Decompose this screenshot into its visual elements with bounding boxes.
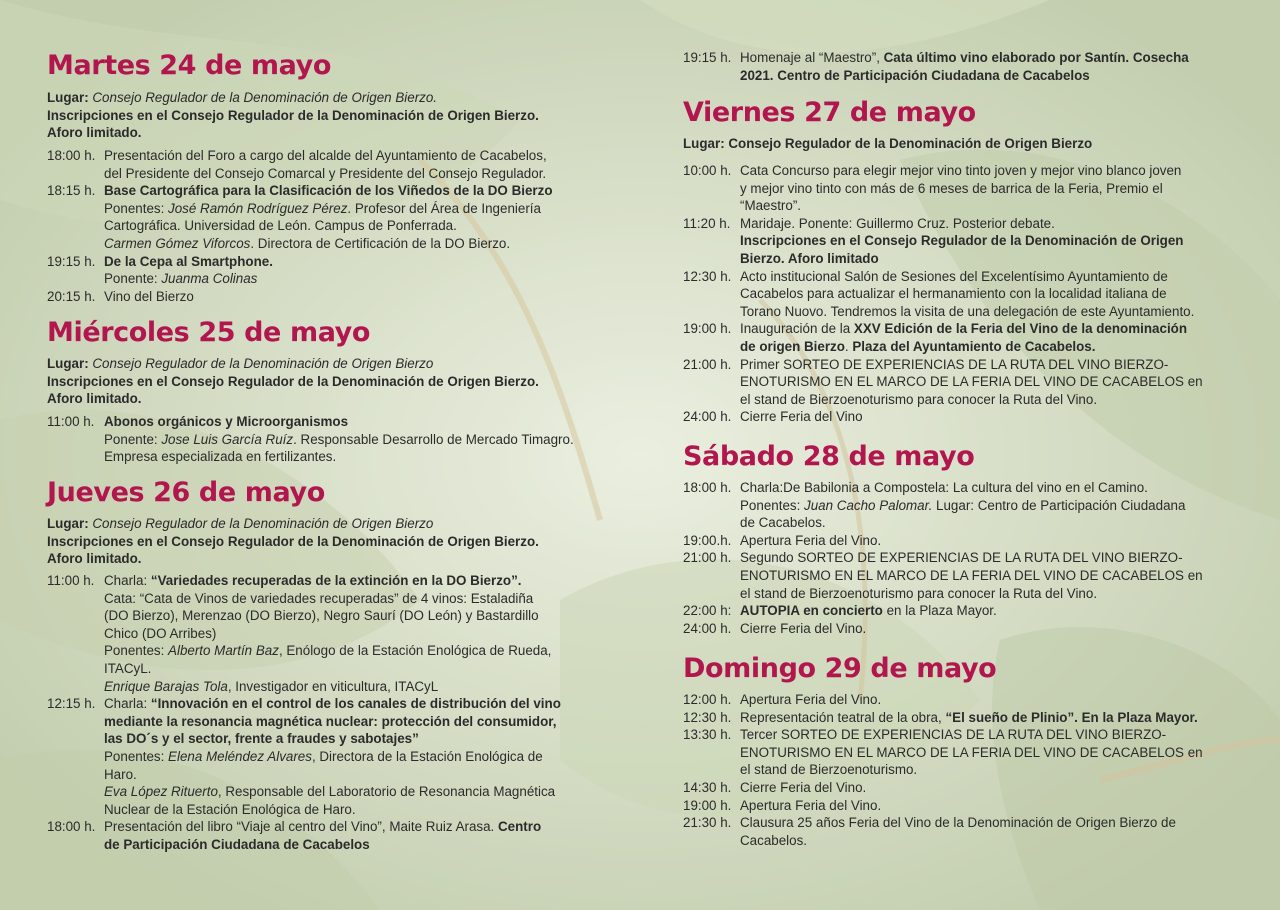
- event-time: 18:00 h.: [683, 480, 732, 495]
- event-text: ENOTURISMO EN EL MARCO DE LA FERIA DEL VINO DE CACABELOS en: [740, 744, 1203, 760]
- speaker-label: Ponente:: [104, 271, 162, 287]
- inscription-note: Inscripciones en el Consejo Regulador de la Denominación de Origen Bierzo.: [47, 107, 539, 123]
- lugar-value: Consejo Regulador de la Denominación de Origen Bierzo: [92, 516, 434, 531]
- event-title: AUTOPIA en concierto: [740, 603, 883, 619]
- event-time: 19:00 h.: [683, 797, 732, 813]
- event-text: Cacabelos.: [740, 832, 807, 848]
- event: [683, 356, 1239, 409]
- day-heading-martes: Martes 24 de mayo: [47, 50, 331, 81]
- event-title: mediante la resonancia magnética nuclear: protección del consumidor,: [104, 713, 557, 729]
- event-time: 13:30 h.: [683, 727, 732, 743]
- capacity-note: Aforo limitado.: [47, 125, 142, 141]
- event-text: Segundo SORTEO DE EXPERIENCIAS DE LA RUTA DEL VINO BIERZO-: [740, 550, 1183, 566]
- event-text: Inauguración de la: [740, 321, 854, 337]
- speaker-label: Ponentes:: [104, 200, 169, 216]
- event: [683, 408, 1239, 426]
- event: [47, 147, 603, 182]
- event-title: De la Cepa al Smartphone.: [104, 253, 273, 269]
- event: [683, 268, 1239, 321]
- speaker-name: Enrique Barajas Tola: [104, 678, 228, 694]
- event-text: Cierre Feria del Vino: [740, 409, 863, 425]
- event-prefix: Charla:: [104, 696, 151, 712]
- miercoles-events: [47, 413, 603, 466]
- event-text: (DO Bierzo), Merenzao (DO Bierzo), Negro Saurí (DO León) y Bastardillo: [104, 608, 539, 624]
- capacity-note: Aforo limitado.: [47, 551, 142, 567]
- event-time: 10:00 h.: [683, 163, 732, 178]
- event-time: 12:30 h.: [683, 709, 732, 725]
- event-title: XXV Edición de la Feria del Vino de la denominación: [853, 321, 1188, 337]
- event-time: 18:00 h.: [47, 148, 96, 163]
- miercoles-info: [47, 355, 603, 408]
- event-text: y mejor vino tinto con más de 6 meses de barrica de la Feria, Premio el: [740, 180, 1163, 196]
- event: [47, 288, 603, 306]
- speaker-name: Alberto Martín Baz: [168, 643, 279, 659]
- event-title: de origen Bierzo: [740, 338, 845, 354]
- event: [683, 691, 1239, 709]
- martes-events: [47, 147, 603, 305]
- event-text: Haro.: [104, 766, 137, 782]
- lugar-label: Lugar:: [47, 516, 89, 531]
- event-text: el stand de Bierzoenoturismo para conocer la Ruta del Vino.: [740, 585, 1098, 601]
- speaker-label: Ponente:: [104, 431, 162, 447]
- event: [683, 532, 1239, 550]
- event-text: Torano Nuovo. Tendremos la visita de una delegación de este Ayuntamiento.: [740, 303, 1195, 319]
- speaker-role: , Directora de la Estación Enológica de: [311, 748, 543, 764]
- viernes-info: [683, 135, 1239, 153]
- event-text: Apertura Feria del Vino.: [740, 532, 882, 548]
- event-venue: Plaza del Ayuntamiento de Cacabelos.: [852, 338, 1096, 354]
- speaker-name: Elena Meléndez Alvares: [168, 748, 312, 764]
- event-time: 19:00 h.: [683, 321, 732, 337]
- speaker-role: . Profesor del Área de Ingeniería: [347, 200, 541, 216]
- speaker-name: Juan Cacho Palomar.: [804, 497, 933, 513]
- event-text: el stand de Bierzoenoturismo para conocer la Ruta del Vino.: [740, 391, 1098, 407]
- event-time: 19:15 h.: [683, 50, 732, 65]
- lugar-label: Lugar:: [47, 90, 89, 105]
- event-title: “Variedades recuperadas de la extinción en la DO Bierzo”.: [150, 573, 522, 588]
- inscription-note: Inscripciones en el Consejo Regulador de la Denominación de Origen: [740, 233, 1184, 249]
- event: [47, 182, 603, 252]
- event-time: 19:15 h.: [47, 253, 96, 269]
- day-heading-viernes: Viernes 27 de mayo: [683, 97, 976, 128]
- event-title: “Innovación en el control de los canales de distribución del vino: [150, 696, 561, 712]
- inscription-note: Inscripciones en el Consejo Regulador de la Denominación de Origen Bierzo.: [47, 533, 539, 549]
- day-heading-jueves: Jueves 26 de mayo: [47, 477, 325, 508]
- event-text: Vino del Bierzo: [104, 288, 194, 304]
- day-heading-domingo: Domingo 29 de mayo: [683, 653, 997, 684]
- event-prefix: Charla:: [104, 573, 151, 588]
- jueves-events: [47, 572, 603, 854]
- jueves-events-continued: [683, 49, 1239, 84]
- event-text: Primer SORTEO DE EXPERIENCIAS DE LA RUTA DEL VINO BIERZO-: [740, 356, 1169, 372]
- event: [683, 797, 1239, 815]
- capacity-note: Aforo limitado.: [47, 391, 142, 407]
- speaker-label: Ponentes:: [104, 643, 169, 659]
- domingo-events: [683, 691, 1239, 849]
- viernes-events: [683, 162, 1239, 426]
- event-text: el stand de Bierzoenoturismo.: [740, 762, 918, 778]
- event-venue: Centro: [498, 819, 542, 835]
- event-time: 20:15 h.: [47, 288, 96, 304]
- event-time: 21:00 h.: [683, 550, 732, 566]
- event-time: 24:00 h.: [683, 409, 732, 425]
- event-text: Charla:De Babilonia a Compostela: La cultura del vino en el Camino.: [740, 480, 1148, 495]
- speaker-role: , Enólogo de la Estación Enológica de Rueda,: [278, 643, 552, 659]
- event-text: Cacabelos para actualizar el hermanamiento con la localidad italiana de: [740, 286, 1167, 302]
- event-text: Maridaje. Ponente: Guillermo Cruz. Posterior debate.: [740, 215, 1055, 231]
- event-text: del Presidente del Consejo Comarcal y Presidente del Consejo Regulador.: [104, 165, 547, 181]
- event: [683, 215, 1239, 268]
- event-text: Homenaje al “Maestro”,: [740, 50, 884, 65]
- event: [683, 620, 1239, 638]
- event-text: Cierre Feria del Vino.: [740, 779, 867, 795]
- event-time: 22:00 h:: [683, 603, 732, 619]
- event: [683, 320, 1239, 355]
- event: [683, 779, 1239, 797]
- event-text: ENOTURISMO EN EL MARCO DE LA FERIA DEL VINO DE CACABELOS en: [740, 567, 1203, 583]
- event-time: 21:00 h.: [683, 356, 732, 372]
- event-venue: 2021. Centro de Participación Ciudadana de Cacabelos: [740, 67, 1090, 83]
- speaker-name: Carmen Gómez Viforcos: [104, 235, 251, 251]
- event-time: 19:00.h.: [683, 532, 732, 548]
- event-text: Representación teatral de la obra,: [740, 709, 946, 725]
- event-time: 21:30 h.: [683, 815, 732, 831]
- event-time: 11:20 h.: [683, 215, 731, 231]
- day-heading-miercoles: Miércoles 25 de mayo: [47, 317, 371, 348]
- event-venue: Lugar: Centro de Participación Ciudadana: [932, 497, 1186, 513]
- event: [683, 602, 1239, 620]
- event-text: Chico (DO Arribes): [104, 625, 217, 641]
- event-text: Clausura 25 años Feria del Vino de la Denominación de Origen Bierzo de: [740, 815, 1176, 831]
- event: [683, 479, 1239, 532]
- event-venue: en la Plaza Mayor.: [882, 603, 997, 619]
- event-text: Apertura Feria del Vino.: [740, 692, 882, 707]
- event-text: Empresa especializada en fertilizantes.: [104, 449, 337, 465]
- event-time: 18:00 h.: [47, 819, 96, 835]
- inscription-note: Bierzo. Aforo limitado: [740, 250, 879, 266]
- event-title: “El sueño de Plinio”. En la Plaza Mayor.: [945, 709, 1198, 725]
- event-time: 11:00 h.: [47, 573, 95, 588]
- event-title: Cata último vino elaborado por Santín. Cosecha: [883, 50, 1189, 65]
- event-time: 18:15 h.: [47, 183, 96, 199]
- martes-info: [47, 89, 603, 142]
- speaker-role: , Responsable del Laboratorio de Resonancia Magnética: [217, 784, 556, 800]
- speaker-role: . Directora de Certificación de la DO Bierzo.: [250, 235, 511, 251]
- event-text: .: [844, 338, 853, 354]
- event: [683, 726, 1239, 779]
- event: [683, 162, 1239, 215]
- event-text: Presentación del libro “Viaje al centro del Vino”, Maite Ruiz Arasa.: [104, 819, 498, 835]
- lugar-value: Consejo Regulador de la Denominación de Origen Bierzo.: [92, 90, 438, 105]
- event: [47, 818, 603, 853]
- speaker-role: , Investigador en viticultura, ITACyL: [227, 678, 439, 694]
- event: [47, 253, 603, 288]
- event-text: Acto institucional Salón de Sesiones del Excelentísimo Ayuntamiento de: [740, 268, 1168, 284]
- lugar-value: Consejo Regulador de la Denominación de Origen Bierzo: [92, 356, 434, 371]
- event-time: 12:30 h.: [683, 268, 732, 284]
- event: [683, 814, 1239, 849]
- event-time: 12:00 h.: [683, 692, 732, 707]
- event-text: Cierre Feria del Vino.: [740, 620, 867, 636]
- event-text: “Maestro”.: [740, 198, 802, 214]
- event-text: de Cacabelos.: [740, 515, 826, 531]
- speaker-label: Ponentes:: [104, 748, 169, 764]
- event-text: Cata: “Cata de Vinos de variedades recuperadas” de 4 vinos: Estaladiña: [104, 590, 534, 606]
- event-title: las DO´s y el sector, frente a fraudes y sabotajes”: [104, 731, 419, 747]
- event-text: Presentación del Foro a cargo del alcalde del Ayuntamiento de Cacabelos,: [104, 148, 547, 163]
- event-time: 11:00 h.: [47, 414, 95, 429]
- event: [683, 709, 1239, 727]
- event-text: ENOTURISMO EN EL MARCO DE LA FERIA DEL VINO DE CACABELOS en: [740, 374, 1203, 390]
- jueves-info: [47, 515, 603, 568]
- event-text: Nuclear de la Estación Enológica de Haro.: [104, 801, 356, 817]
- inscription-note: Inscripciones en el Consejo Regulador de la Denominación de Origen Bierzo.: [47, 373, 539, 389]
- lugar-label: Lugar:: [47, 356, 89, 371]
- event-text: ITACyL.: [104, 660, 152, 676]
- event: [683, 549, 1239, 602]
- event-title: Base Cartográfica para la Clasificación de los Viñedos de la DO Bierzo: [104, 183, 553, 199]
- event-text: Apertura Feria del Vino.: [740, 797, 882, 813]
- event: [47, 695, 603, 818]
- event: [47, 413, 603, 466]
- event: [683, 49, 1239, 84]
- event-text: Tercer SORTEO DE EXPERIENCIAS DE LA RUTA DEL VINO BIERZO-: [740, 727, 1167, 743]
- speaker-label: Ponentes:: [740, 497, 805, 513]
- speaker-role: . Responsable Desarrollo de Mercado Timagro.: [293, 431, 574, 447]
- event-text: Cata Concurso para elegir mejor vino tinto joven y mejor vino blanco joven: [740, 163, 1182, 178]
- event-title: Abonos orgánicos y Microorganismos: [104, 414, 349, 429]
- lugar-line: Lugar: Consejo Regulador de la Denominación de Origen Bierzo: [683, 136, 1093, 151]
- sabado-events: [683, 479, 1239, 637]
- event-venue: de Participación Ciudadana de Cacabelos: [104, 836, 370, 852]
- event-time: 24:00 h.: [683, 620, 732, 636]
- day-heading-sabado: Sábado 28 de mayo: [683, 441, 975, 472]
- speaker-name: José Ramón Rodríguez Pérez: [168, 200, 348, 216]
- event: [47, 572, 603, 695]
- event-text: Cartográfica. Universidad de León. Campus de Ponferrada.: [104, 218, 457, 234]
- event-time: 14:30 h.: [683, 779, 732, 795]
- speaker-name: Jose Luis García Ruíz: [161, 431, 294, 447]
- speaker-name: Juanma Colinas: [161, 271, 258, 287]
- event-time: 12:15 h.: [47, 696, 96, 712]
- speaker-name: Eva López Rituerto: [104, 784, 218, 800]
